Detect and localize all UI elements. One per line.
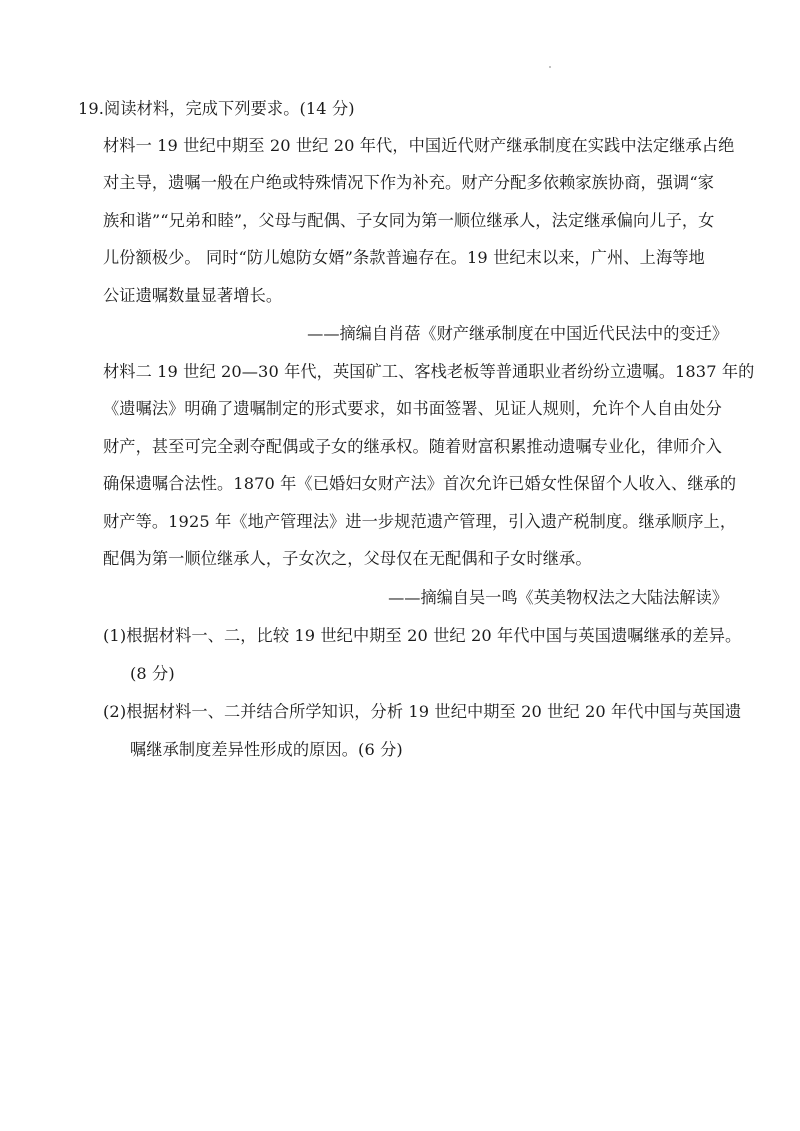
material-one-line: 儿份额极少。 同时“防儿媳防女婿”条款普遍存在。19 世纪末以来，广州、上海等地 — [103, 248, 705, 267]
material-one-line: 材料一 19 世纪中期至 20 世纪 20 年代，中国近代财产继承制度在实践中法定继承占绝 — [103, 136, 735, 155]
question-title: 19.阅读材料，完成下列要求。(14 分) — [78, 99, 355, 118]
sub-question-2-line: 嘱继承制度差异性形成的原因。(6 分) — [130, 740, 403, 759]
material-one-line: 对主导，遗嘱一般在户绝或特殊情况下作为补充。财产分配多依赖家族协商，强调“家 — [103, 173, 715, 192]
material-two-source: ——摘编自吴一鸣《英美物权法之大陆法解读》 — [388, 588, 728, 607]
material-two-line: 财产等。1925 年《地产管理法》进一步规范遗产管理，引入遗产税制度。继承顺序上， — [103, 512, 737, 531]
material-one-line: 公证遗嘱数量显著增长。 — [103, 286, 283, 305]
sub-question-1-score: (8 分) — [130, 664, 175, 683]
sub-question-2-line: (2)根据材料一、二并结合所学知识，分析 19 世纪中期至 20 世纪 20 年代中国与英国遗 — [103, 702, 742, 721]
material-one-line: 族和谐”“兄弟和睦”，父母与配偶、子女同为第一顺位继承人，法定继承偏向儿子，女 — [103, 211, 715, 230]
material-two-line: 《遗嘱法》明确了遗嘱制定的形式要求，如书面签署、见证人规则，允许个人自由处分 — [103, 399, 722, 418]
material-one-source: ——摘编自肖蓓《财产继承制度在中国近代民法中的变迁》 — [307, 324, 728, 343]
scan-speck — [549, 66, 551, 68]
material-two-line: 材料二 19 世纪 20—30 年代，英国矿工、客栈老板等普通职业者纷纷立遗嘱。1837 年的 — [103, 362, 755, 381]
material-two-line: 确保遗嘱合法性。1870 年《已婚妇女财产法》首次允许已婚女性保留个人收入、继承的 — [103, 474, 737, 493]
sub-question-1-line: (1)根据材料一、二，比较 19 世纪中期至 20 世纪 20 年代中国与英国遗嘱继承的差异。 — [103, 626, 742, 645]
material-two-line: 财产，甚至可完全剥夺配偶或子女的继承权。随着财富积累推动遗嘱专业化，律师介入 — [103, 437, 722, 456]
material-two-line: 配偶为第一顺位继承人，子女次之，父母仅在无配偶和子女时继承。 — [103, 549, 592, 568]
